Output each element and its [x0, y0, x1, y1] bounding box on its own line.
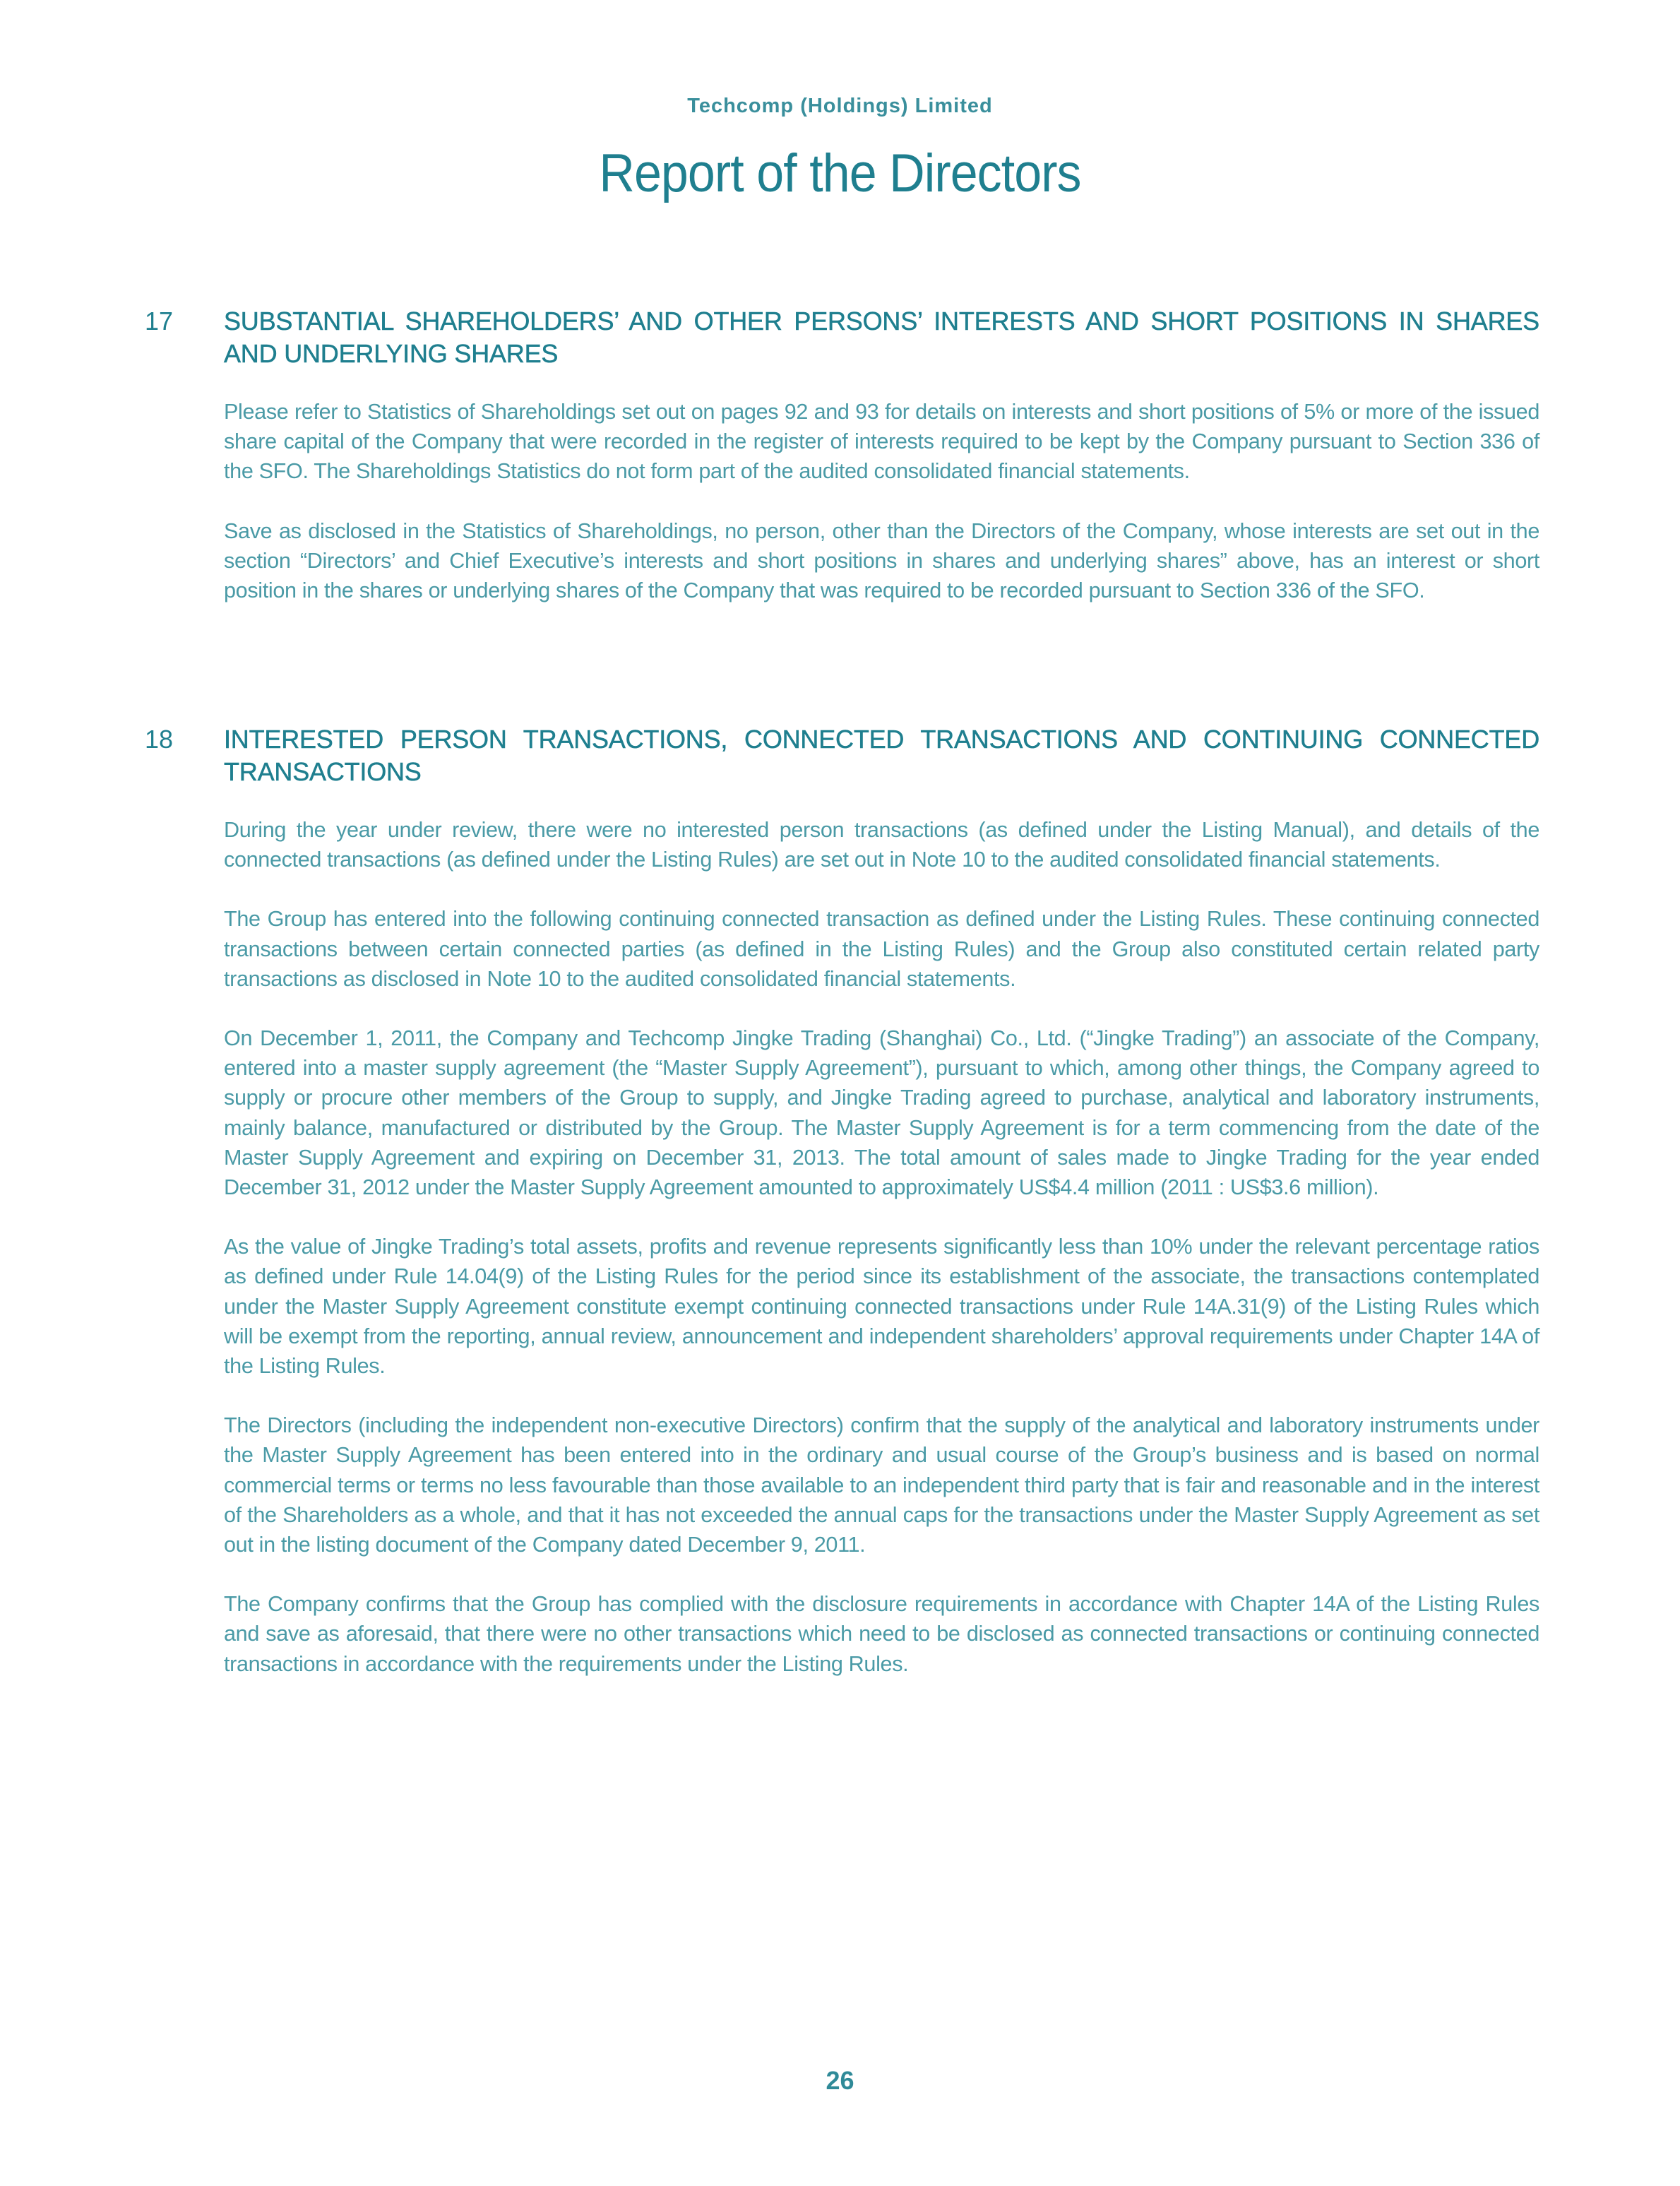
section-heading: SUBSTANTIAL SHAREHOLDERS’ AND OTHER PERSONS’ INTERESTS AND SHORT POSITIONS IN SHARES AND UNDERLYING SHARES	[224, 307, 1539, 368]
section-number: 17	[145, 307, 174, 335]
page-title: Report of the Directors	[599, 143, 1081, 203]
paragraph: The Directors (including the independent non-executive Directors) confirm that the supply of the analytical and laboratory instruments under the Master Supply Agreement has been entered into in the ordinary and usual course of the Group’s business and is based on normal commercial terms or terms no less favourable than those available to an independent third party that is fair and reasonable and in the interest of the Shareholders as a whole, and that it has not exceeded the annual caps for the transactions under the Master Supply Agreement as set out in the listing document of the Company dated December 9, 2011.	[224, 1413, 1539, 1557]
paragraph: The Company confirms that the Group has complied with the disclosure requirements in accordance with Chapter 14A of the Listing Rules and save as aforesaid, that there were no other transactions which need to be disclosed as connected transactions or continuing connected transactions in accordance with the requirements under the Listing Rules.	[224, 1592, 1539, 1676]
section-17	[145, 305, 1539, 627]
paragraph: Save as disclosed in the Statistics of Shareholdings, no person, other than the Directors of the Company, whose interests are set out in the section “Directors’ and Chief Executive’s interests and short positions in shares and underlying shares” above, has an interest or short position in the shares or underlying shares of the Company that was required to be recorded pursuant to Section 336 of the SFO.	[224, 518, 1539, 603]
paragraph: Please refer to Statistics of Shareholdings set out on pages 92 and 93 for details on interests and short positions of 5% or more of the issued share capital of the Company that were recorded in the register of interests required to be kept by the Company pursuant to Section 336 of the SFO. The Shareholdings Statistics do not form part of the audited consolidated financial statements.	[224, 400, 1539, 484]
paragraph: As the value of Jingke Trading’s total assets, profits and revenue represents significantly less than 10% under the relevant percentage ratios as defined under Rule 14.04(9) of the Listing Rules for the period since its establishment of the associate, the transactions contemplated under the Master Supply Agreement constitute exempt continuing connected transactions under Rule 14A.31(9) of the Listing Rules which will be exempt from the reporting, annual review, announcement and independent shareholders’ approval requirements under Chapter 14A of the Listing Rules.	[224, 1235, 1539, 1379]
page-number: 26	[826, 2066, 854, 2095]
paragraph: The Group has entered into the following continuing connected transaction as defined under the Listing Rules. These continuing connected transactions between certain connected parties (as defined in the Listing Rules) and the Group also constituted certain related party transactions as disclosed in Note 10 to the audited consolidated financial statements.	[224, 907, 1539, 991]
paragraph: During the year under review, there were no interested person transactions (as defined under the Listing Manual), and details of the connected transactions (as defined under the Listing Rules) are set out in Note 10 to the audited consolidated financial statements.	[224, 818, 1539, 872]
section-number: 18	[145, 725, 174, 754]
paragraph: On December 1, 2011, the Company and Techcomp Jingke Trading (Shanghai) Co., Ltd. (“Jingke Trading”) an associate of the Company, entered into a master supply agreement (the “Master Supply Agreement”), pursuant to which, among other things, the Company agreed to supply or procure other members of the Group to supply, and Jingke Trading agreed to purchase, analytical and laboratory instruments, mainly balance, manufactured or distributed by the Group. The Master Supply Agreement is for a term commencing from the date of the Master Supply Agreement and expiring on December 31, 2013. The total amount of sales made to Jingke Trading for the year ended December 31, 2012 under the Master Supply Agreement amounted to approximately US$4.4 million (2011 : US$3.6 million).	[224, 1026, 1539, 1200]
company-name: Techcomp (Holdings) Limited	[687, 95, 993, 117]
section-18	[145, 723, 1539, 1700]
section-heading: INTERESTED PERSON TRANSACTIONS, CONNECTED TRANSACTIONS AND CONTINUING CONNECTED TRANSACTIONS	[224, 725, 1539, 786]
